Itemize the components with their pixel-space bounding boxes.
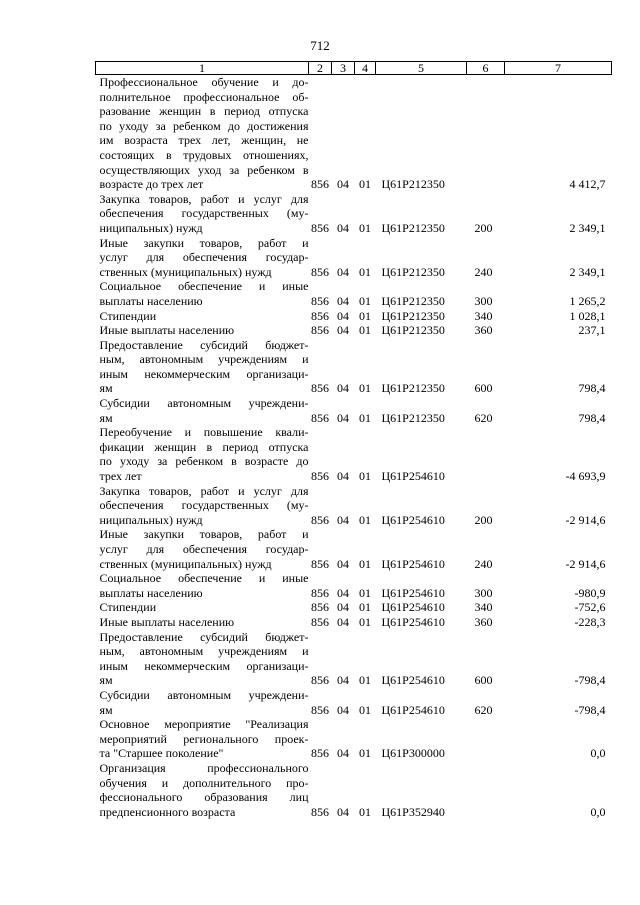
- row-name-cell: [96, 192, 309, 236]
- row-name-line: возрасте до трех лет: [99, 177, 204, 192]
- row-name-line: иным некоммерческим организаци-: [99, 366, 309, 381]
- ministry-code-cell: 856: [311, 600, 329, 615]
- expense-type-cell: [467, 717, 505, 761]
- expense-type-cell: [467, 761, 505, 819]
- page-number: 712: [310, 38, 330, 53]
- row-name-line: Основное мероприятие "Реализация: [99, 717, 309, 732]
- table-row: [96, 236, 612, 280]
- subsection-code-cell: 01: [359, 410, 371, 425]
- amount-cell: 798,4: [578, 410, 606, 425]
- column-header-subsection: 4: [355, 62, 376, 75]
- section-code-cell: 04: [337, 410, 349, 425]
- amount-cell: 0,0: [590, 746, 606, 761]
- expense-type-cell: 300: [474, 585, 493, 600]
- row-name-line: Предоставление субсидий бюджет-: [99, 337, 309, 352]
- expense-type-cell: 620: [474, 702, 493, 717]
- amount-cell: -798,4: [574, 702, 606, 717]
- row-name-cell: [96, 761, 309, 819]
- subsection-code-cell: 01: [359, 804, 371, 819]
- subsection-code-cell: 01: [359, 381, 371, 396]
- row-name-cell: [96, 615, 309, 630]
- row-name-line: та "Старшее поколение": [99, 746, 224, 761]
- row-name-cell: [96, 688, 309, 717]
- target-article-cell: Ц61Р352940: [381, 804, 445, 819]
- expense-type-cell: 300: [474, 293, 493, 308]
- subsection-code-cell: 01: [359, 585, 371, 600]
- expense-type-cell: [467, 75, 505, 192]
- amount-cell: -980,9: [574, 585, 606, 600]
- row-name-line: Иные закупки товаров, работ и: [99, 527, 309, 542]
- ministry-code-cell: 856: [311, 556, 329, 571]
- amount-cell: -2 914,6: [565, 556, 606, 571]
- table-row: [96, 279, 612, 308]
- column-header-name: 1: [96, 62, 309, 75]
- row-name-line: услуг для обеспечения государ-: [99, 250, 309, 265]
- row-name-line: Организация профессионального: [99, 760, 309, 775]
- row-name-cell: [96, 630, 309, 688]
- ministry-code-cell: 856: [311, 804, 329, 819]
- row-name-line: Профессиональное обучение и до-: [99, 75, 309, 89]
- column-header-ministry: 2: [309, 62, 332, 75]
- table-body: [96, 75, 612, 820]
- target-article-cell: Ц61Р212350: [381, 381, 445, 396]
- table-row: [96, 688, 612, 717]
- row-name-line: состоящих в трудовых отношениях,: [99, 147, 309, 162]
- target-article-cell: Ц61Р254610: [381, 512, 445, 527]
- row-name-line: Закупка товаров, работ и услуг для: [99, 191, 309, 206]
- target-article-cell: Ц61Р254610: [381, 600, 445, 615]
- subsection-code-cell: 01: [359, 323, 371, 338]
- row-name-line: Субсидии автономным учреждени-: [99, 687, 309, 702]
- table-row: [96, 630, 612, 688]
- row-name-line: ным, автономным учреждениям и: [99, 352, 309, 367]
- amount-cell: 1 028,1: [569, 308, 606, 323]
- row-name-line: Стипендии: [99, 600, 157, 615]
- subsection-code-cell: 01: [359, 469, 371, 484]
- ministry-code-cell: 856: [311, 702, 329, 717]
- table-row: [96, 192, 612, 236]
- section-code-cell: 04: [337, 177, 349, 192]
- section-code-cell: 04: [337, 804, 349, 819]
- row-name-line: ям: [99, 381, 113, 396]
- section-code-cell: 04: [337, 264, 349, 279]
- expense-type-cell: 360: [474, 323, 493, 338]
- subsection-code-cell: 01: [359, 264, 371, 279]
- amount-cell: -228,3: [574, 614, 606, 629]
- row-name-line: Закупка товаров, работ и услуг для: [99, 483, 309, 498]
- ministry-code-cell: 856: [311, 381, 329, 396]
- amount-cell: 237,1: [578, 323, 606, 338]
- ministry-code-cell: 856: [311, 293, 329, 308]
- row-name-line: Иные выплаты населению: [99, 614, 235, 629]
- table-row: [96, 761, 612, 819]
- expense-type-cell: 620: [474, 410, 493, 425]
- row-name-line: выплаты населению: [99, 585, 203, 600]
- ministry-code-cell: 856: [311, 746, 329, 761]
- ministry-code-cell: 856: [311, 512, 329, 527]
- expense-type-cell: 340: [474, 308, 493, 323]
- amount-cell: -798,4: [574, 673, 606, 688]
- table-row: [96, 527, 612, 571]
- target-article-cell: Ц61Р300000: [381, 746, 445, 761]
- subsection-code-cell: 01: [359, 600, 371, 615]
- row-name-cell: [96, 75, 309, 192]
- row-name-line: полнительное профессиональное об-: [99, 89, 309, 104]
- ministry-code-cell: 856: [311, 264, 329, 279]
- row-name-line: Переобучение и повышение квали-: [99, 425, 309, 440]
- table-row: [96, 309, 612, 324]
- target-article-cell: Ц61Р212350: [381, 264, 445, 279]
- table-row: [96, 571, 612, 600]
- subsection-code-cell: 01: [359, 512, 371, 527]
- row-name-line: разование женщин в период отпуска: [99, 104, 309, 119]
- ministry-code-cell: 856: [311, 469, 329, 484]
- row-name-line: обеспечения государственных (му-: [99, 206, 309, 221]
- amount-cell: 4 412,7: [569, 177, 606, 192]
- row-name-line: ниципальных) нужд: [99, 220, 203, 235]
- section-code-cell: 04: [337, 746, 349, 761]
- amount-cell: -4 693,9: [565, 469, 606, 484]
- row-name-cell: [96, 279, 309, 308]
- amount-cell: 1 265,2: [569, 293, 606, 308]
- ministry-code-cell: 856: [311, 614, 329, 629]
- row-name-line: ственных (муниципальных) нужд: [99, 556, 272, 571]
- section-code-cell: 04: [337, 556, 349, 571]
- target-article-cell: Ц61Р254610: [381, 614, 445, 629]
- row-name-line: ям: [99, 673, 113, 688]
- row-name-line: выплаты населению: [99, 293, 203, 308]
- table-row: [96, 717, 612, 761]
- row-name-line: Стипендии: [99, 308, 157, 323]
- row-name-cell: [96, 527, 309, 571]
- section-code-cell: 04: [337, 702, 349, 717]
- amount-cell: -2 914,6: [565, 512, 606, 527]
- row-name-line: мероприятий регионального проек-: [99, 731, 309, 746]
- subsection-code-cell: 01: [359, 614, 371, 629]
- table-row: [96, 323, 612, 338]
- amount-cell: -752,6: [574, 600, 606, 615]
- column-header-expense-type: 6: [467, 62, 505, 75]
- row-name-line: осуществляющих уход за ребенком в: [99, 162, 309, 177]
- row-name-cell: [96, 571, 309, 600]
- ministry-code-cell: 856: [311, 177, 329, 192]
- row-name-line: иным некоммерческим организаци-: [99, 658, 309, 673]
- subsection-code-cell: 01: [359, 702, 371, 717]
- expense-type-cell: 340: [474, 600, 493, 615]
- row-name-cell: [96, 338, 309, 396]
- table-row: [96, 600, 612, 615]
- target-article-cell: Ц61Р212350: [381, 220, 445, 235]
- ministry-code-cell: 856: [311, 585, 329, 600]
- row-name-line: услуг для обеспечения государ-: [99, 542, 309, 556]
- section-code-cell: 04: [337, 293, 349, 308]
- target-article-cell: Ц61Р254610: [381, 585, 445, 600]
- row-name-line: предпенсионного возраста: [99, 804, 236, 819]
- expense-type-cell: 200: [474, 220, 493, 235]
- row-name-line: обеспечения государственных (му-: [99, 498, 309, 513]
- ministry-code-cell: 856: [311, 220, 329, 235]
- row-name-line: Предоставление субсидий бюджет-: [99, 629, 309, 644]
- target-article-cell: Ц61Р212350: [381, 293, 445, 308]
- row-name-cell: [96, 484, 309, 528]
- amount-cell: 0,0: [590, 804, 606, 819]
- amount-cell: 2 349,1: [569, 220, 606, 235]
- subsection-code-cell: 01: [359, 220, 371, 235]
- column-header-section: 3: [332, 62, 355, 75]
- ministry-code-cell: 856: [311, 323, 329, 338]
- row-name-cell: [96, 309, 309, 324]
- row-name-cell: [96, 425, 309, 483]
- row-name-cell: [96, 236, 309, 280]
- amount-cell: 798,4: [578, 381, 606, 396]
- target-article-cell: Ц61Р212350: [381, 177, 445, 192]
- target-article-cell: Ц61Р254610: [381, 556, 445, 571]
- row-name-line: ям: [99, 702, 113, 717]
- amount-cell: 2 349,1: [569, 264, 606, 279]
- table-row: [96, 615, 612, 630]
- subsection-code-cell: 01: [359, 293, 371, 308]
- row-name-line: фикации женщин в период отпуска: [99, 439, 309, 454]
- subsection-code-cell: 01: [359, 746, 371, 761]
- row-name-line: по уходу за ребенком в возрасте до: [99, 454, 309, 469]
- expense-type-cell: 240: [474, 556, 493, 571]
- ministry-code-cell: 856: [311, 410, 329, 425]
- column-header-target-article: 5: [376, 62, 467, 75]
- target-article-cell: Ц61Р254610: [381, 673, 445, 688]
- column-header-amount: 7: [505, 62, 612, 75]
- expense-type-cell: 240: [474, 264, 493, 279]
- table-row: [96, 484, 612, 528]
- row-name-line: Иные закупки товаров, работ и: [99, 235, 309, 250]
- row-name-line: Социальное обеспечение и иные: [99, 571, 309, 586]
- target-article-cell: Ц61Р254610: [381, 702, 445, 717]
- section-code-cell: 04: [337, 585, 349, 600]
- section-code-cell: 04: [337, 673, 349, 688]
- row-name-line: обучения и дополнительного про-: [99, 775, 309, 790]
- table-row: [96, 425, 612, 483]
- row-name-line: по уходу за ребенком до достижения: [99, 118, 309, 133]
- row-name-line: фессионального образования лиц: [99, 790, 309, 805]
- table-header-row: [96, 62, 612, 75]
- section-code-cell: 04: [337, 323, 349, 338]
- section-code-cell: 04: [337, 614, 349, 629]
- expense-type-cell: [467, 425, 505, 483]
- section-code-cell: 04: [337, 308, 349, 323]
- target-article-cell: Ц61Р212350: [381, 308, 445, 323]
- row-name-cell: [96, 396, 309, 425]
- row-name-line: ниципальных) нужд: [99, 512, 203, 527]
- table-row: [96, 75, 612, 192]
- section-code-cell: 04: [337, 512, 349, 527]
- expense-type-cell: 360: [474, 614, 493, 629]
- row-name-line: ственных (муниципальных) нужд: [99, 264, 272, 279]
- row-name-line: им возраста трех лет, женщин, не: [99, 133, 309, 148]
- expense-type-cell: 600: [474, 381, 493, 396]
- expense-type-cell: 200: [474, 512, 493, 527]
- budget-table: [95, 61, 612, 819]
- ministry-code-cell: 856: [311, 673, 329, 688]
- row-name-line: Субсидии автономным учреждени-: [99, 396, 309, 411]
- table-row: [96, 396, 612, 425]
- ministry-code-cell: 856: [311, 308, 329, 323]
- row-name-line: Иные выплаты населению: [99, 323, 235, 338]
- row-name-cell: [96, 323, 309, 338]
- section-code-cell: 04: [337, 600, 349, 615]
- section-code-cell: 04: [337, 381, 349, 396]
- target-article-cell: Ц61Р212350: [381, 410, 445, 425]
- subsection-code-cell: 01: [359, 308, 371, 323]
- subsection-code-cell: 01: [359, 673, 371, 688]
- section-code-cell: 04: [337, 220, 349, 235]
- target-article-cell: Ц61Р212350: [381, 323, 445, 338]
- row-name-line: трех лет: [99, 469, 142, 484]
- row-name-line: ям: [99, 410, 113, 425]
- row-name-line: Социальное обеспечение и иные: [99, 279, 309, 294]
- section-code-cell: 04: [337, 469, 349, 484]
- table-row: [96, 338, 612, 396]
- row-name-line: ным, автономным учреждениям и: [99, 644, 309, 659]
- row-name-cell: [96, 600, 309, 615]
- subsection-code-cell: 01: [359, 556, 371, 571]
- subsection-code-cell: 01: [359, 177, 371, 192]
- row-name-cell: [96, 717, 309, 761]
- target-article-cell: Ц61Р254610: [381, 469, 445, 484]
- expense-type-cell: 600: [474, 673, 493, 688]
